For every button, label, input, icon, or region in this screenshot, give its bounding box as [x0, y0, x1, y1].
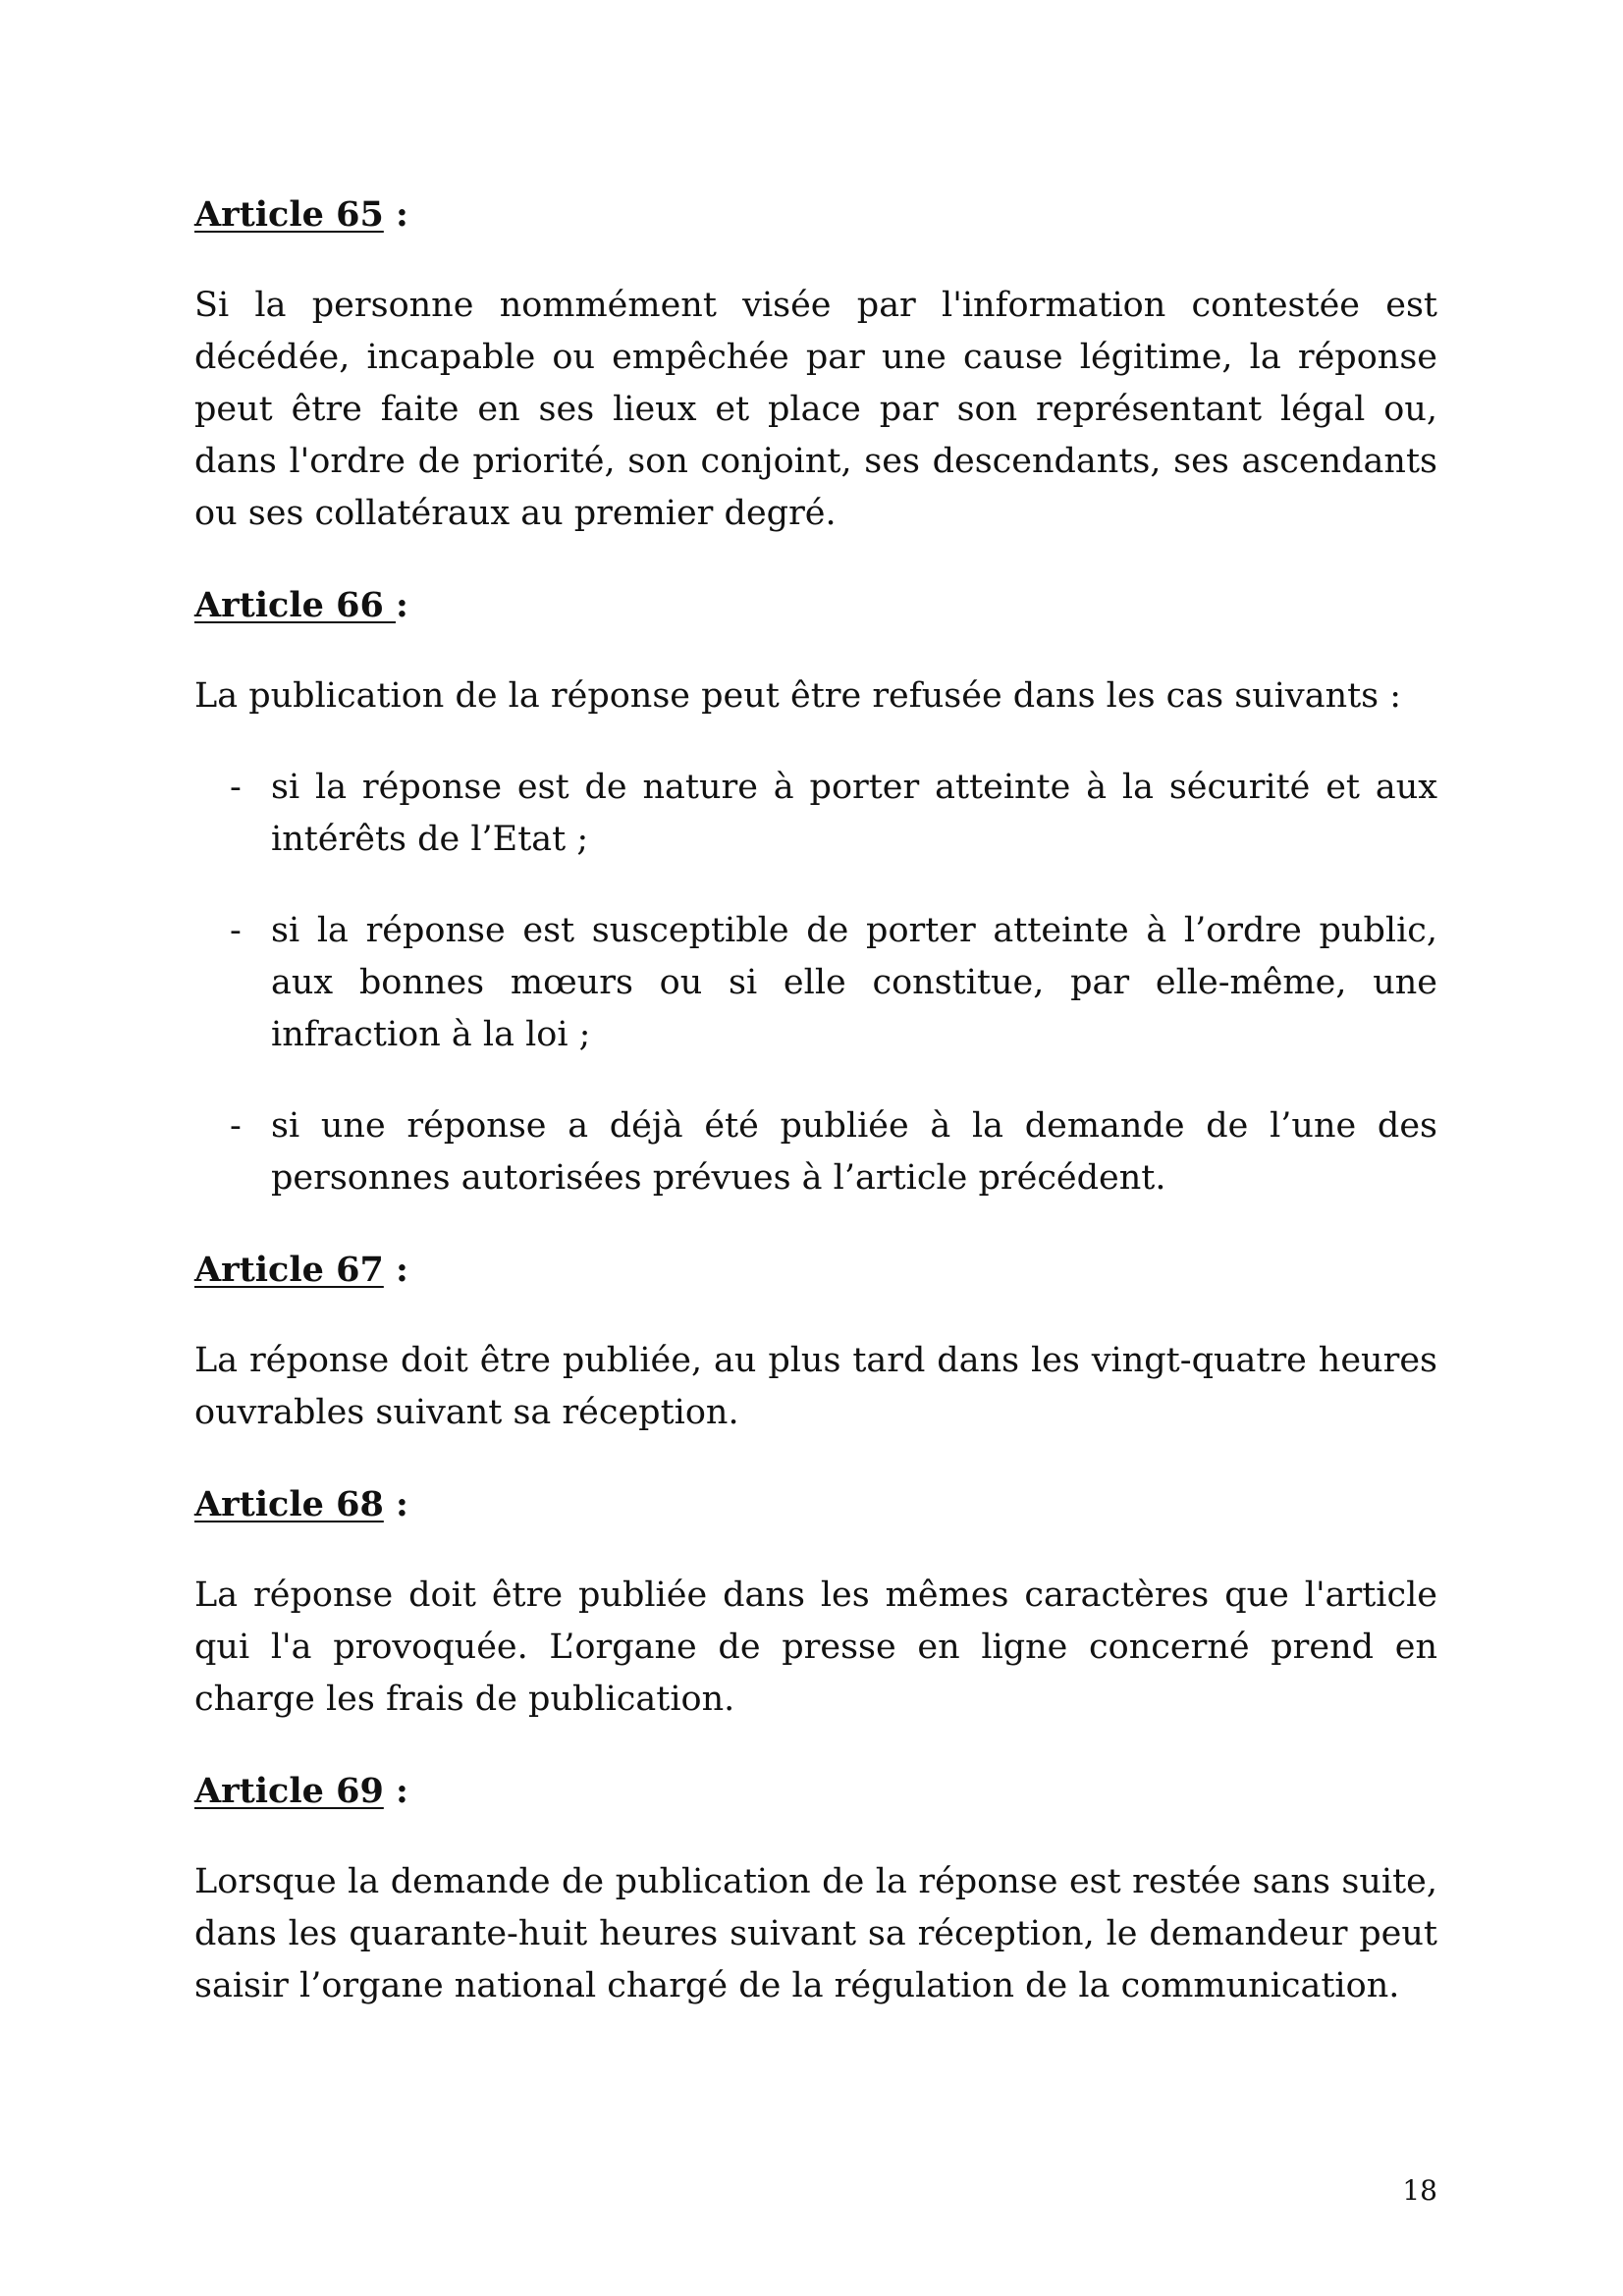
document-page [194, 188, 1437, 2052]
article-heading [194, 188, 1437, 240]
article-67 [194, 1244, 1437, 1439]
article-title: Article 68 [194, 1484, 384, 1524]
article-66 [194, 579, 1437, 1204]
article-heading [194, 1478, 1437, 1530]
refusal-cases-list [194, 762, 1437, 1204]
article-title-suffix: : [383, 1771, 408, 1811]
article-title: Article 65 [194, 194, 384, 235]
dash-bullet: - [230, 768, 242, 807]
article-68 [194, 1478, 1437, 1726]
article-paragraph: La publication de la réponse peut être refusée dans les cas suivants : [194, 676, 1402, 716]
list-item-text: si la réponse est de nature à porter atteinte à la sécurité et aux intérêts de l’Etat ; [271, 768, 1437, 859]
list-item-text: si la réponse est susceptible de porter atteinte à l’ordre public, aux bonnes mœurs ou si elle constitue, par elle-même, une infraction à la loi ; [271, 911, 1437, 1054]
article-title-suffix: : [383, 194, 408, 235]
article-title: Article 66 [194, 585, 397, 625]
article-title: Article 67 [194, 1250, 384, 1290]
article-paragraph: Lorsque la demande de publication de la réponse est restée sans suite, dans les quarante-huit heures suivant sa réception, le demandeur peut saisir l’organe national chargé de la régulation de la communication. [194, 1862, 1437, 2005]
article-69 [194, 1765, 1437, 2012]
article-65 [194, 188, 1437, 540]
article-title-suffix: : [396, 585, 408, 625]
list-item [194, 905, 1437, 1061]
list-item-text: si une réponse a déjà été publiée à la demande de l’une des personnes autorisées prévues à l’article précédent. [271, 1106, 1437, 1198]
article-title: Article 69 [194, 1771, 384, 1811]
list-item [194, 762, 1437, 866]
dash-bullet: - [230, 911, 242, 950]
article-paragraph: La réponse doit être publiée dans les mêmes caractères que l'article qui l'a provoquée. L’organe de presse en ligne concerné prend en charge les frais de publication. [194, 1575, 1437, 1719]
article-paragraph: La réponse doit être publiée, au plus tard dans les vingt-quatre heures ouvrables suivant sa réception. [194, 1341, 1437, 1432]
article-title-suffix: : [383, 1250, 408, 1290]
article-heading [194, 1765, 1437, 1817]
article-title-suffix: : [383, 1484, 408, 1524]
article-heading [194, 1244, 1437, 1296]
article-paragraph: Si la personne nommément visée par l'information contestée est décédée, incapable ou empêchée par une cause légitime, la réponse peut être faite en ses lieux et place par son représentant légal ou, dans l'ordre de priorité, son conjoint, ses descendants, ses ascendants ou ses collatéraux au premier degré. [194, 286, 1437, 533]
list-item [194, 1100, 1437, 1204]
page-number: 18 [1402, 2174, 1437, 2207]
dash-bullet: - [230, 1106, 242, 1146]
article-heading [194, 579, 1437, 631]
